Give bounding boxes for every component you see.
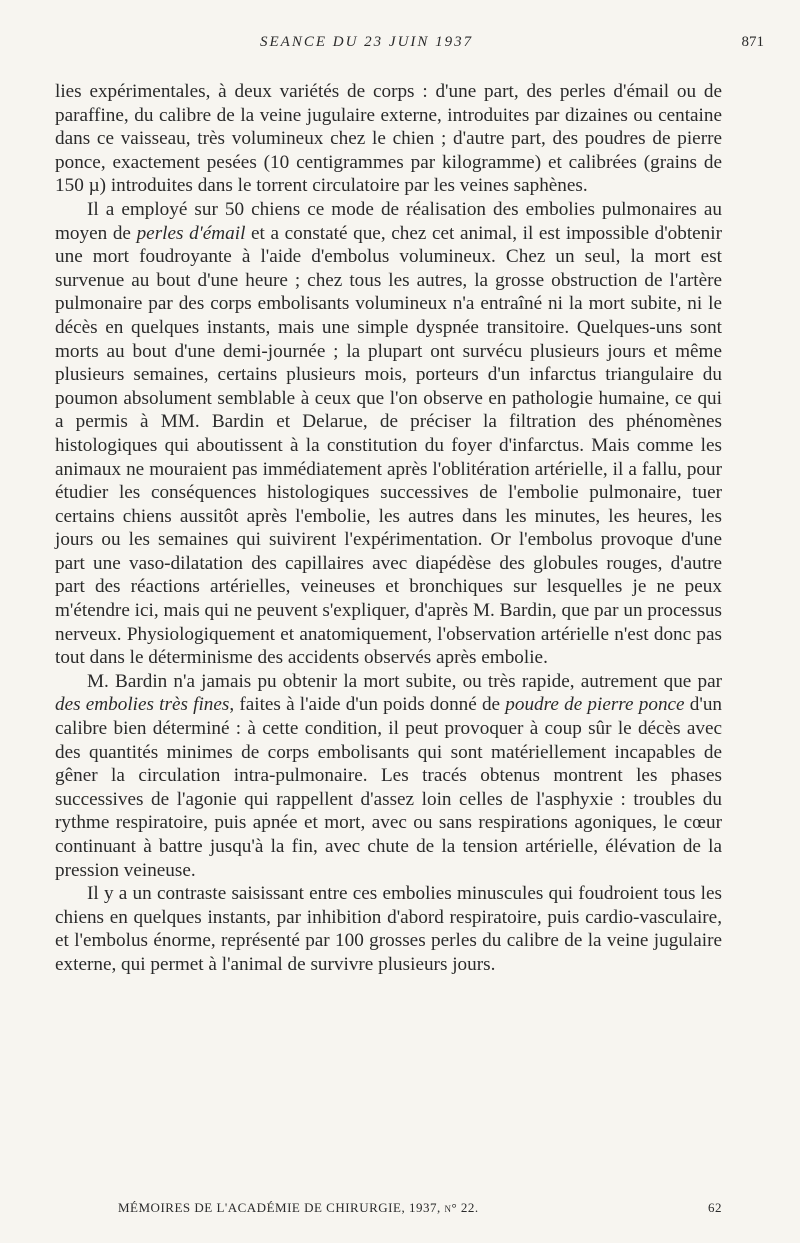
paragraph-3 <box>55 670 722 882</box>
paragraph-text: Il a employé sur 50 chiens ce mode de réalisation des embolies pulmonaires au moyen de <box>55 198 722 244</box>
italic-phrase: poudre de pierre ponce <box>505 694 685 716</box>
page-number: 871 <box>741 34 764 50</box>
running-header <box>55 34 764 60</box>
body-text <box>55 80 722 977</box>
paragraph-text: , faites à l'aide d'un poids donné de <box>229 694 506 716</box>
signature-mark: 62 <box>708 1200 722 1215</box>
paragraph-text: et a constaté que, chez cet animal, il est impossible d'obtenir une mort foudroyante à l'aide d'embolus volumineux. Chez un seul, la mort est survenue au bout d'une heure ; chez tous les autres, la grosse obstruction de l'artère pulmonaire par des corps embolisants volumineux n'a entraîné ni la mort subite, ni le décès en quelques instants, mais une simple dyspnée transitoire. Quelques-uns sont morts au bout d'une demi-journée ; la plupart ont survécu plusieurs jours et même plusieurs semaines, certains plusieurs mois, porteurs d'un infarctus triangulaire du poumon absolument semblable à ceux que l'on observe en pathologie humaine, ce qui a permis à MM. Bardin et Delarue, de préciser la filtration des phénomènes histologiques qui aboutissent à la constitution du foyer d'infarctus. Mais comme les animaux ne mouraient pas immédiatement après l'oblitération artérielle, il a fallu, pour étudier les conséquences histologiques successives de l'embolie pulmonaire, tuer certains chiens aussitôt après l'embolie, les autres dans les minutes, les heures, les jours ou les semaines qui suivirent l'expérimentation. Or l'embolus provoque d'une part une vaso-dilatation des capillaires avec diapédèse des globules rouges, d'autre part des réactions artérielles, veineuses et bronchiques sur lesquelles je ne peux m'étendre ici, mais qui ne peuvent s'expliquer, d'après M. Bardin, que par un processus nerveux. Physiologiquement et anatomiquement, l'observation artérielle n'est donc pas tout dans le déterminisme des accidents observés après embolie. <box>55 222 722 669</box>
header-title: SEANCE DU 23 JUIN 1937 <box>260 34 474 50</box>
journal-citation: MÉMOIRES DE L'ACADÉMIE DE CHIRURGIE, 1937, n° 22. <box>118 1200 479 1215</box>
page-footer <box>55 1200 722 1224</box>
italic-phrase: perles d'émail <box>136 222 246 244</box>
paragraph-1 <box>55 80 722 198</box>
paragraph-2 <box>55 198 722 670</box>
paragraph-4 <box>55 882 722 976</box>
paragraph-text: Il y a un contraste saisissant entre ces embolies minuscules qui foudroient tous les chiens en quelques instants, par inhibition d'abord respiratoire, puis cardio-vasculaire, et l'embolus énorme, représenté par 100 grosses perles du calibre de la veine jugulaire externe, qui permet à l'animal de survivre plusieurs jours. <box>55 883 722 975</box>
italic-phrase: des embolies très fines <box>55 694 230 716</box>
paragraph-text: lies expérimentales, à deux variétés de corps : d'une part, des perles d'émail ou de paraffine, du calibre de la veine jugulaire externe, introduites par dizaines ou centaine dans ce vaisseau, très volumineux chez le chien ; d'autre part, des poudres de pierre ponce, exactement pesées (10 centigrammes par kilogramme) et calibrées (grains de 150 µ) introduites dans le torrent circulatoire par les veines saphènes. <box>55 81 722 197</box>
paragraph-text: M. Bardin n'a jamais pu obtenir la mort subite, ou très rapide, autrement que par <box>87 670 722 692</box>
paragraph-text: d'un calibre bien déterminé : à cette condition, il peut provoquer à coup sûr le décès avec des quantités minimes de corps embolisants qui sont matériellement incapables de gêner la circulation intra-pulmonaire. Les tracés obtenus montrent les phases successives de l'agonie qui rappellent d'assez loin celles de l'asphyxie : troubles du rythme respiratoire, puis apnée et mort, avec ou sans respirations agoniques, le cœur continuant à battre jusqu'à la fin, avec chute de la tension artérielle, élévation de la pression veineuse. <box>55 694 723 881</box>
